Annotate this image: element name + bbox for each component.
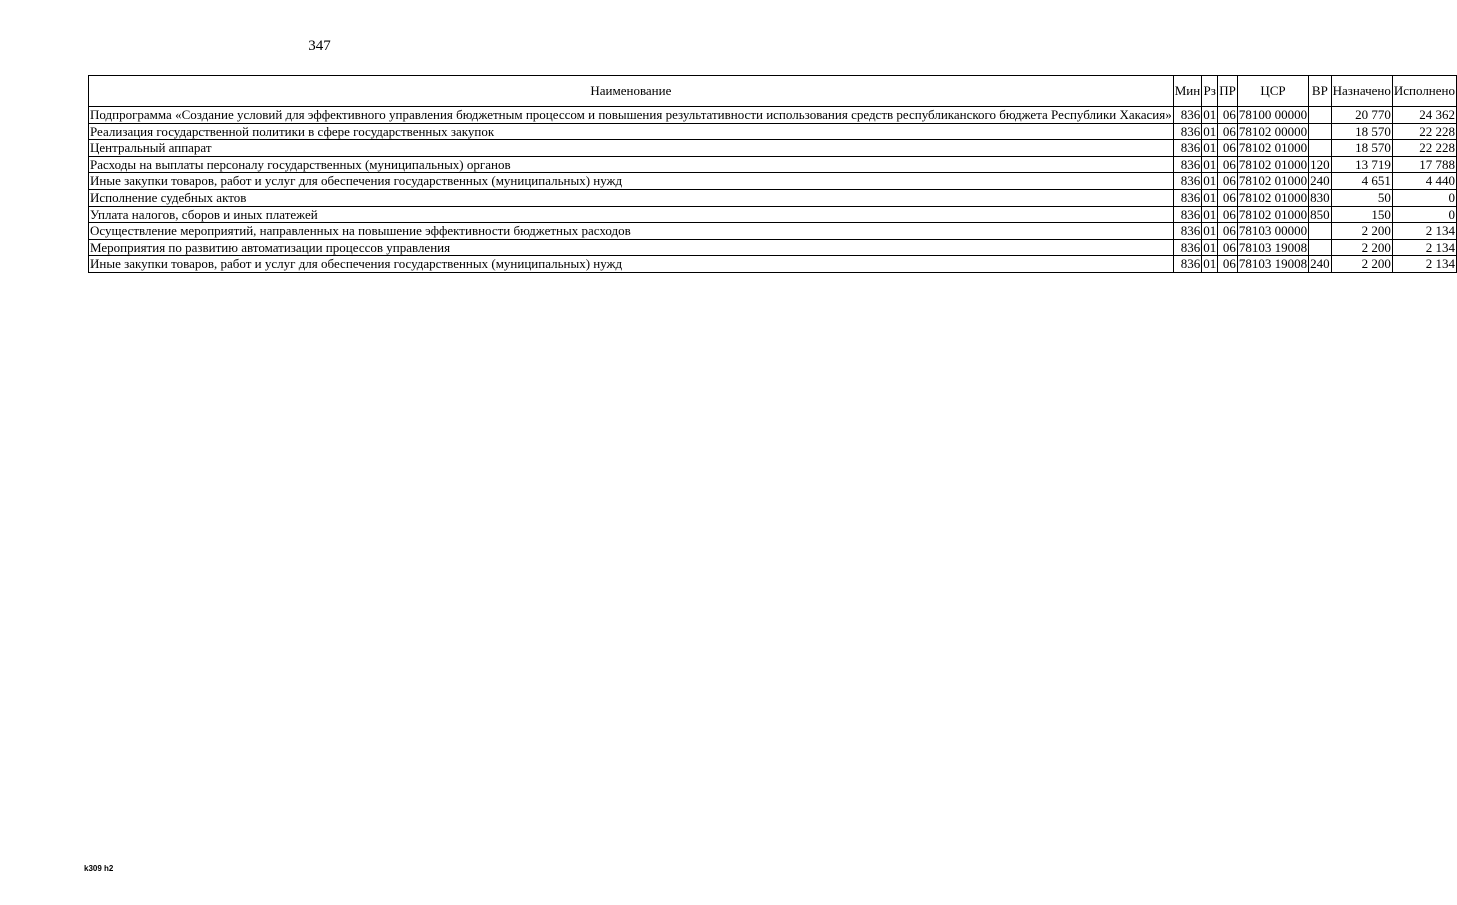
row-min: 836 bbox=[1173, 256, 1201, 273]
row-csr: 78103 19008 bbox=[1238, 239, 1308, 255]
header-rz: Рз bbox=[1202, 76, 1218, 107]
row-name: Уплата налогов, сборов и иных платежей bbox=[89, 206, 1174, 223]
header-vr: ВР bbox=[1309, 76, 1332, 107]
row-csr: 78102 00000 bbox=[1238, 123, 1308, 139]
row-name: Осуществление мероприятий, направленных на повышение эффективности бюджетных расходов bbox=[89, 223, 1174, 240]
row-pr: 06 bbox=[1218, 156, 1238, 173]
row-rz: 01 bbox=[1203, 123, 1217, 139]
row-assigned: 13 719 bbox=[1331, 156, 1392, 173]
table-row bbox=[89, 173, 1457, 190]
row-name: Мероприятия по развитию автоматизации процессов управления bbox=[89, 239, 1174, 256]
row-name: Иные закупки товаров, работ и услуг для обеспечения государственных (муниципальных) нужд bbox=[89, 256, 1174, 273]
row-vr: 240 bbox=[1310, 256, 1330, 272]
row-name: Расходы на выплаты персоналу государственных (муниципальных) органов bbox=[89, 156, 1174, 173]
row-csr: 78102 01000 bbox=[1238, 173, 1308, 189]
table-row bbox=[89, 189, 1457, 206]
row-executed: 17 788 bbox=[1392, 156, 1456, 173]
row-executed: 2 134 bbox=[1392, 223, 1456, 240]
table-row bbox=[89, 223, 1457, 240]
table-row bbox=[89, 239, 1457, 256]
row-name: Иные закупки товаров, работ и услуг для обеспечения государственных (муниципальных) нужд bbox=[89, 173, 1174, 190]
row-min: 836 bbox=[1173, 156, 1201, 173]
row-name: Исполнение судебных актов bbox=[89, 189, 1174, 206]
row-vr bbox=[1309, 140, 1332, 157]
row-rz: 01 bbox=[1203, 156, 1217, 172]
row-assigned: 18 570 bbox=[1331, 140, 1392, 157]
row-pr: 06 bbox=[1218, 173, 1238, 190]
row-rz: 01 bbox=[1203, 107, 1217, 122]
row-assigned: 18 570 bbox=[1331, 123, 1392, 140]
header-assigned: Назначено bbox=[1331, 76, 1392, 107]
row-assigned: 2 200 bbox=[1331, 223, 1392, 240]
row-csr: 78102 01000 bbox=[1238, 206, 1308, 222]
row-assigned: 150 bbox=[1331, 206, 1392, 223]
table-row bbox=[89, 256, 1457, 273]
row-rz: 01 bbox=[1203, 239, 1217, 255]
row-executed: 2 134 bbox=[1392, 239, 1456, 256]
row-min: 836 bbox=[1173, 173, 1201, 190]
row-pr: 06 bbox=[1218, 256, 1238, 273]
row-name: Реализация государственной политики в сфере государственных закупок bbox=[89, 123, 1174, 140]
row-assigned: 20 770 bbox=[1331, 107, 1392, 124]
row-min: 836 bbox=[1173, 189, 1201, 206]
row-pr: 06 bbox=[1218, 107, 1238, 124]
row-rz: 01 bbox=[1203, 173, 1217, 189]
row-vr: 850 bbox=[1310, 206, 1330, 222]
row-executed: 24 362 bbox=[1392, 107, 1456, 124]
row-name: Подпрограмма «Создание условий для эффективного управления бюджетным процессом и повышения результативности использования средств республиканского бюджета Республики Хакасия» bbox=[90, 107, 1172, 122]
row-csr: 78102 01000 bbox=[1238, 140, 1308, 156]
row-executed: 0 bbox=[1392, 189, 1456, 206]
row-rz: 01 bbox=[1203, 206, 1217, 222]
row-vr bbox=[1309, 107, 1332, 124]
row-vr: 120 bbox=[1310, 156, 1330, 172]
row-pr: 06 bbox=[1218, 123, 1238, 140]
row-min: 836 bbox=[1173, 239, 1201, 256]
row-pr: 06 bbox=[1218, 223, 1238, 240]
row-min: 836 bbox=[1173, 206, 1201, 223]
row-rz: 01 bbox=[1203, 189, 1217, 205]
header-executed: Исполнено bbox=[1392, 76, 1456, 107]
row-csr: 78100 00000 bbox=[1238, 107, 1308, 122]
row-executed: 22 228 bbox=[1392, 123, 1456, 140]
header-csr: ЦСР bbox=[1237, 76, 1308, 107]
row-vr: 830 bbox=[1310, 189, 1330, 205]
row-assigned: 2 200 bbox=[1331, 239, 1392, 256]
row-csr: 78103 00000 bbox=[1238, 223, 1308, 239]
row-min: 836 bbox=[1173, 140, 1201, 157]
row-rz: 01 bbox=[1203, 140, 1217, 156]
footer-code: k309 h2 bbox=[84, 864, 114, 873]
table-row bbox=[89, 140, 1457, 157]
row-assigned: 2 200 bbox=[1331, 256, 1392, 273]
row-assigned: 50 bbox=[1331, 189, 1392, 206]
row-pr: 06 bbox=[1218, 189, 1238, 206]
row-vr bbox=[1309, 123, 1332, 140]
budget-table bbox=[88, 75, 1457, 273]
table-row bbox=[89, 206, 1457, 223]
row-executed: 0 bbox=[1392, 206, 1456, 223]
row-assigned: 4 651 bbox=[1331, 173, 1392, 190]
table-row bbox=[89, 107, 1457, 124]
header-pr: ПР bbox=[1218, 76, 1238, 107]
row-executed: 2 134 bbox=[1392, 256, 1456, 273]
row-csr: 78102 01000 bbox=[1238, 156, 1308, 172]
row-pr: 06 bbox=[1218, 206, 1238, 223]
row-vr: 240 bbox=[1310, 173, 1330, 189]
row-rz: 01 bbox=[1203, 256, 1217, 272]
header-min: Мин bbox=[1173, 76, 1201, 107]
table-row bbox=[89, 123, 1457, 140]
row-min: 836 bbox=[1173, 107, 1201, 124]
row-executed: 4 440 bbox=[1392, 173, 1456, 190]
row-csr: 78103 19008 bbox=[1238, 256, 1308, 272]
row-vr bbox=[1309, 239, 1332, 256]
row-rz: 01 bbox=[1203, 223, 1217, 239]
row-executed: 22 228 bbox=[1392, 140, 1456, 157]
row-pr: 06 bbox=[1218, 239, 1238, 256]
row-min: 836 bbox=[1173, 123, 1201, 140]
row-csr: 78102 01000 bbox=[1238, 189, 1308, 205]
row-name: Центральный аппарат bbox=[89, 140, 1174, 157]
row-min: 836 bbox=[1173, 223, 1201, 240]
row-pr: 06 bbox=[1218, 140, 1238, 157]
header-name: Наименование bbox=[89, 76, 1174, 107]
table-row bbox=[89, 156, 1457, 173]
table-header-row bbox=[89, 76, 1457, 107]
page-number: 347 bbox=[308, 38, 331, 54]
row-vr bbox=[1309, 223, 1332, 240]
